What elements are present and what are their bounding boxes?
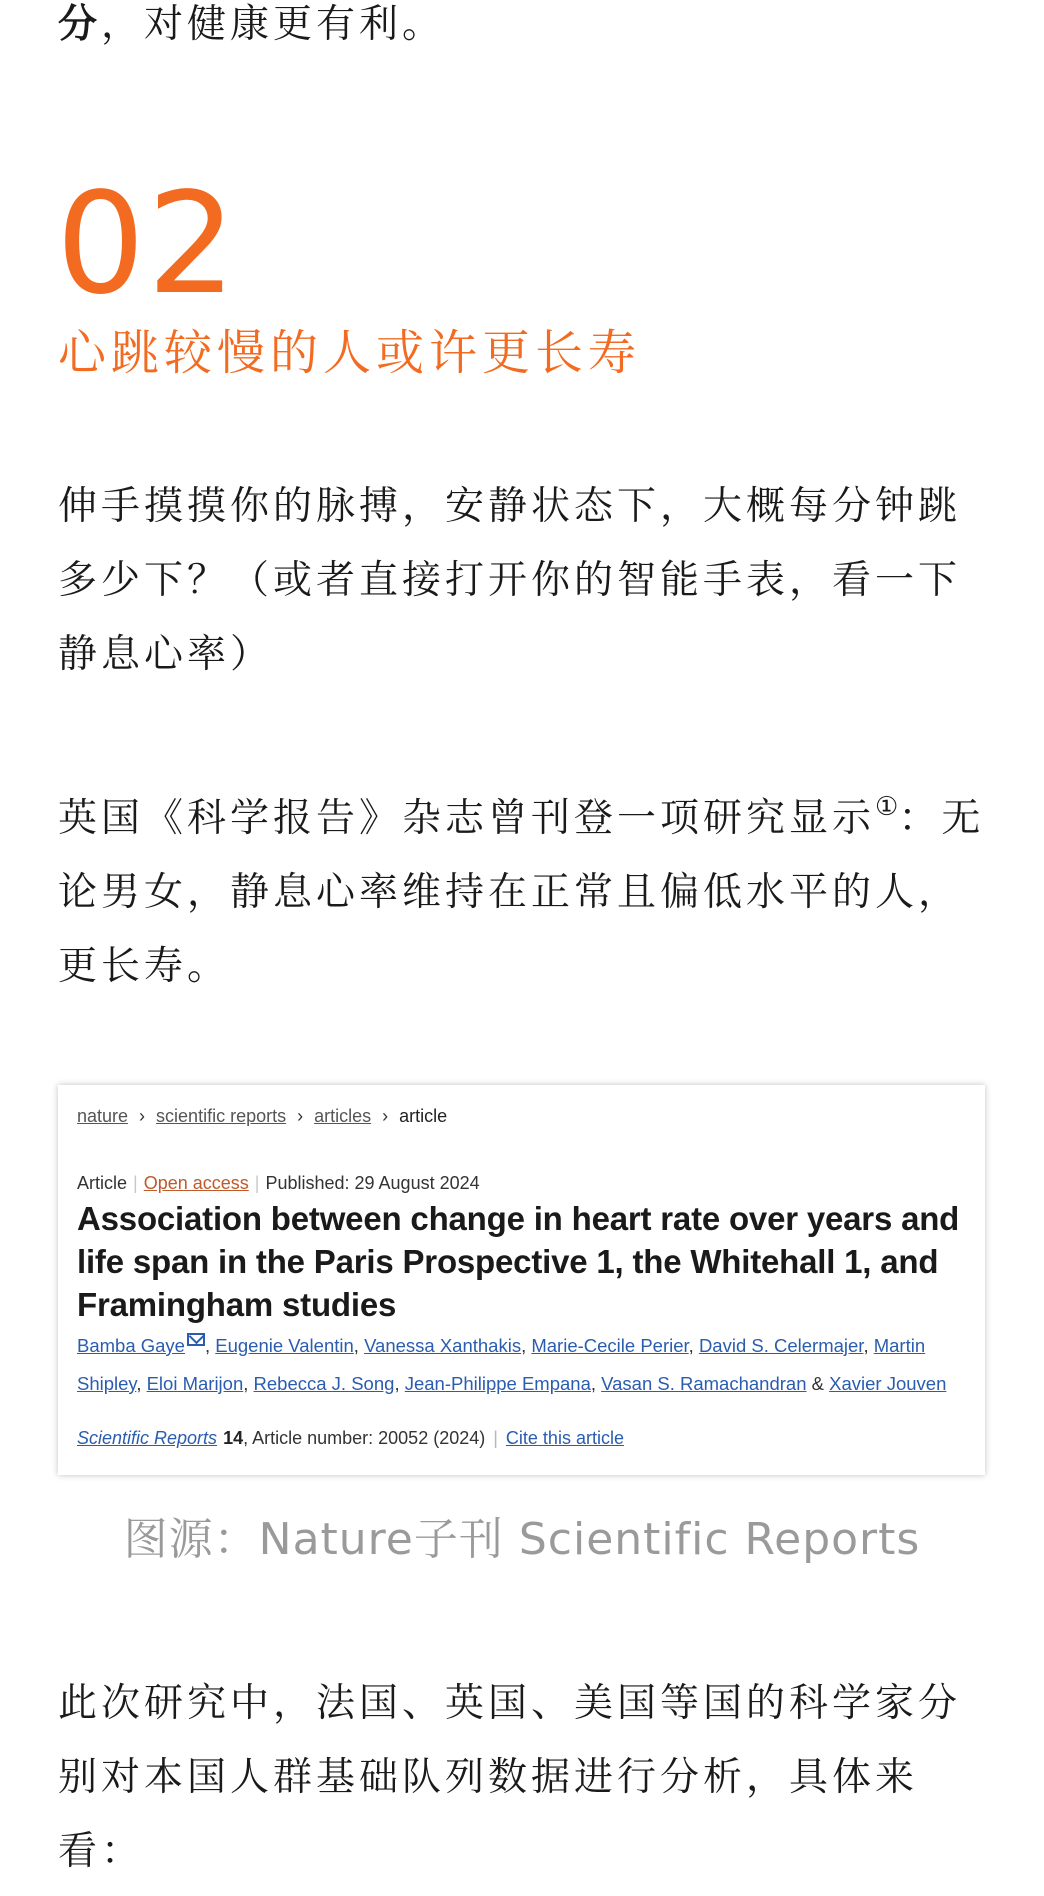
author-link[interactable]: Xavier Jouven — [829, 1373, 947, 1394]
author-link[interactable]: Eloi Marijon — [146, 1373, 244, 1394]
section-title: 心跳较慢的人或许更长寿 — [58, 325, 642, 381]
cite-divider: | — [493, 1428, 498, 1448]
author-separator: , — [353, 1335, 359, 1356]
paragraph-study-tail: ：无论男女，静息心率维持在正常且偏低水平的人，更长寿。 — [58, 796, 985, 989]
author-link[interactable]: Rebecca J. Song — [253, 1373, 395, 1394]
citation-line — [77, 1423, 624, 1453]
author-list — [77, 1327, 967, 1403]
cite-article-link[interactable]: Cite this article — [505, 1428, 624, 1448]
reference-marker[interactable]: ① — [875, 792, 899, 822]
journal-link[interactable]: Scientific Reports — [77, 1428, 218, 1448]
breadcrumb-articles[interactable]: articles — [314, 1106, 372, 1126]
author-separator: , — [394, 1373, 400, 1394]
mail-icon[interactable] — [187, 1333, 205, 1346]
intro-rest: ，对健康更有利。 — [101, 2, 446, 47]
breadcrumb-separator-icon: › — [297, 1106, 304, 1126]
intro-paragraph — [58, 0, 988, 62]
author-and: & — [811, 1373, 824, 1394]
breadcrumb-current: article — [399, 1106, 448, 1126]
paragraph-pulse: 伸手摸摸你的脉搏，安静状态下，大概每分钟跳多少下？（或者直接打开你的智能手表，看一下静息心率） — [58, 484, 962, 677]
article-number: , Article number: 20052 (2024) — [243, 1428, 486, 1448]
author-separator: , — [243, 1373, 249, 1394]
published-date: Published: 29 August 2024 — [265, 1173, 480, 1193]
author-separator: , — [863, 1335, 869, 1356]
article-title: Association between change in heart rate over years and life span in the Paris Prospective 1, the Whitehall 1, and Framingham studies — [77, 1200, 960, 1323]
breadcrumb — [77, 1101, 447, 1131]
author-link[interactable]: Jean-Philippe Empana — [404, 1373, 591, 1394]
open-access-link[interactable]: Open access — [143, 1173, 249, 1193]
breadcrumb-separator-icon: › — [139, 1106, 146, 1126]
meta-divider: | — [254, 1173, 260, 1193]
paragraph-study-lead: 英国《科学报告》杂志曾刊登一项研究显示 — [58, 796, 876, 841]
journal-volume: 14 — [223, 1428, 244, 1448]
author-link[interactable]: David S. Celermajer — [698, 1335, 864, 1356]
meta-divider: | — [133, 1173, 138, 1193]
author-separator: , — [590, 1373, 597, 1394]
article-meta — [77, 1168, 480, 1198]
author-separator: , — [136, 1373, 142, 1394]
breadcrumb-scientific-reports[interactable]: scientific reports — [156, 1106, 287, 1126]
author-link[interactable]: Bamba Gaye — [77, 1335, 185, 1356]
article-card — [58, 1085, 985, 1475]
author-separator: , — [204, 1335, 211, 1356]
author-link[interactable]: Vasan S. Ramachandran — [601, 1373, 807, 1394]
paragraph-research: 此次研究中，法国、英国、美国等国的科学家分别对本国人群基础队列数据进行分析，具体来看： — [58, 1681, 962, 1874]
breadcrumb-separator-icon: › — [382, 1106, 389, 1126]
author-separator: , — [521, 1335, 527, 1356]
intro-bold: 分 — [58, 2, 102, 47]
paragraph-study — [58, 770, 988, 1004]
author-link[interactable]: Marie-Cecile Perier — [531, 1335, 689, 1356]
section-number: 02 — [56, 163, 239, 326]
article-type: Article — [77, 1173, 128, 1193]
breadcrumb-nature[interactable]: nature — [77, 1106, 129, 1126]
image-caption: 图源：Nature子刊 Scientific Reports — [123, 1514, 921, 1565]
author-link[interactable]: Eugenie Valentin — [215, 1335, 354, 1356]
author-separator: , — [688, 1335, 694, 1356]
author-link[interactable]: Martin Shipley — [77, 1335, 926, 1394]
author-link[interactable]: Vanessa Xanthakis — [364, 1335, 522, 1356]
